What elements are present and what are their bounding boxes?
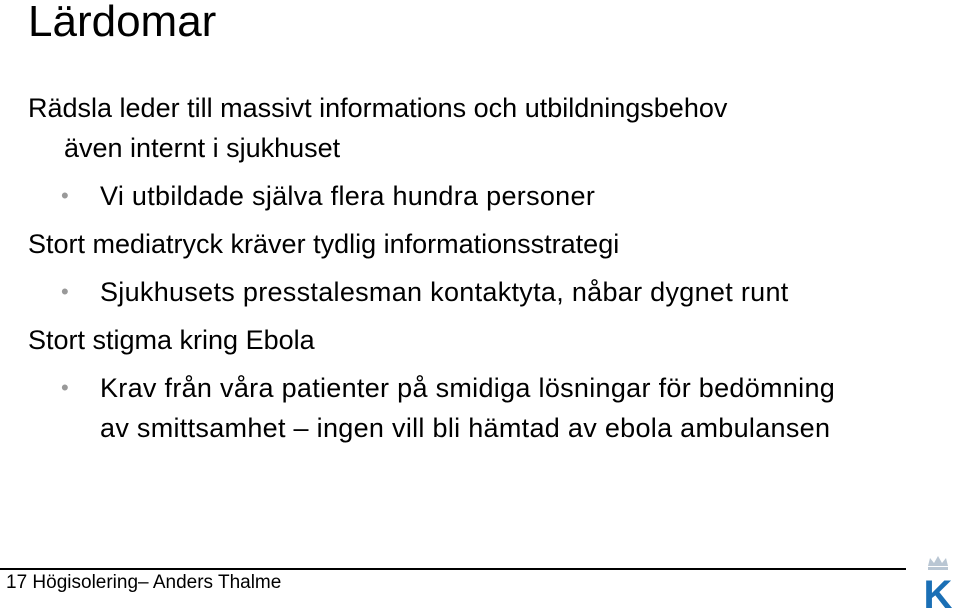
- logo-letter: K: [923, 573, 953, 612]
- footer-label: Högisolering– Anders Thalme: [32, 572, 282, 593]
- main-point: [28, 88, 928, 168]
- main-point: [28, 320, 928, 360]
- sub-point: [28, 368, 860, 448]
- crown-icon: [928, 556, 948, 570]
- footer: [6, 571, 281, 595]
- slide-title: Lärdomar: [28, 0, 217, 46]
- footer-divider: [0, 568, 906, 570]
- bullet-icon: •: [61, 375, 70, 400]
- main-point-text: Stort mediatryck kräver tydlig informationsstrategi: [28, 229, 620, 259]
- main-point: [28, 224, 928, 264]
- main-point-continuation: även internt i sjukhuset: [64, 133, 341, 163]
- bullet-icon: •: [61, 279, 70, 304]
- main-point-line: Rädsla leder till massivt informations och utbildningsbehov: [28, 93, 728, 123]
- sub-point-text: Krav från våra patienter på smidiga lösningar för bedömning av smittsamhet – ingen vill bli hämtad av ebola ambulansen: [100, 373, 836, 443]
- sub-point: [28, 272, 860, 312]
- karolinska-logo: [916, 552, 960, 612]
- sub-point-text: Vi utbildade själva flera hundra personer: [100, 181, 596, 211]
- bullet-icon: •: [61, 183, 70, 208]
- slide-content: [28, 88, 928, 456]
- page-number: 17: [6, 572, 28, 593]
- sub-point-text: Sjukhusets presstalesman kontaktyta, nåbar dygnet runt: [100, 277, 789, 307]
- main-point-text: Stort stigma kring Ebola: [28, 325, 315, 355]
- sub-point: [28, 176, 928, 216]
